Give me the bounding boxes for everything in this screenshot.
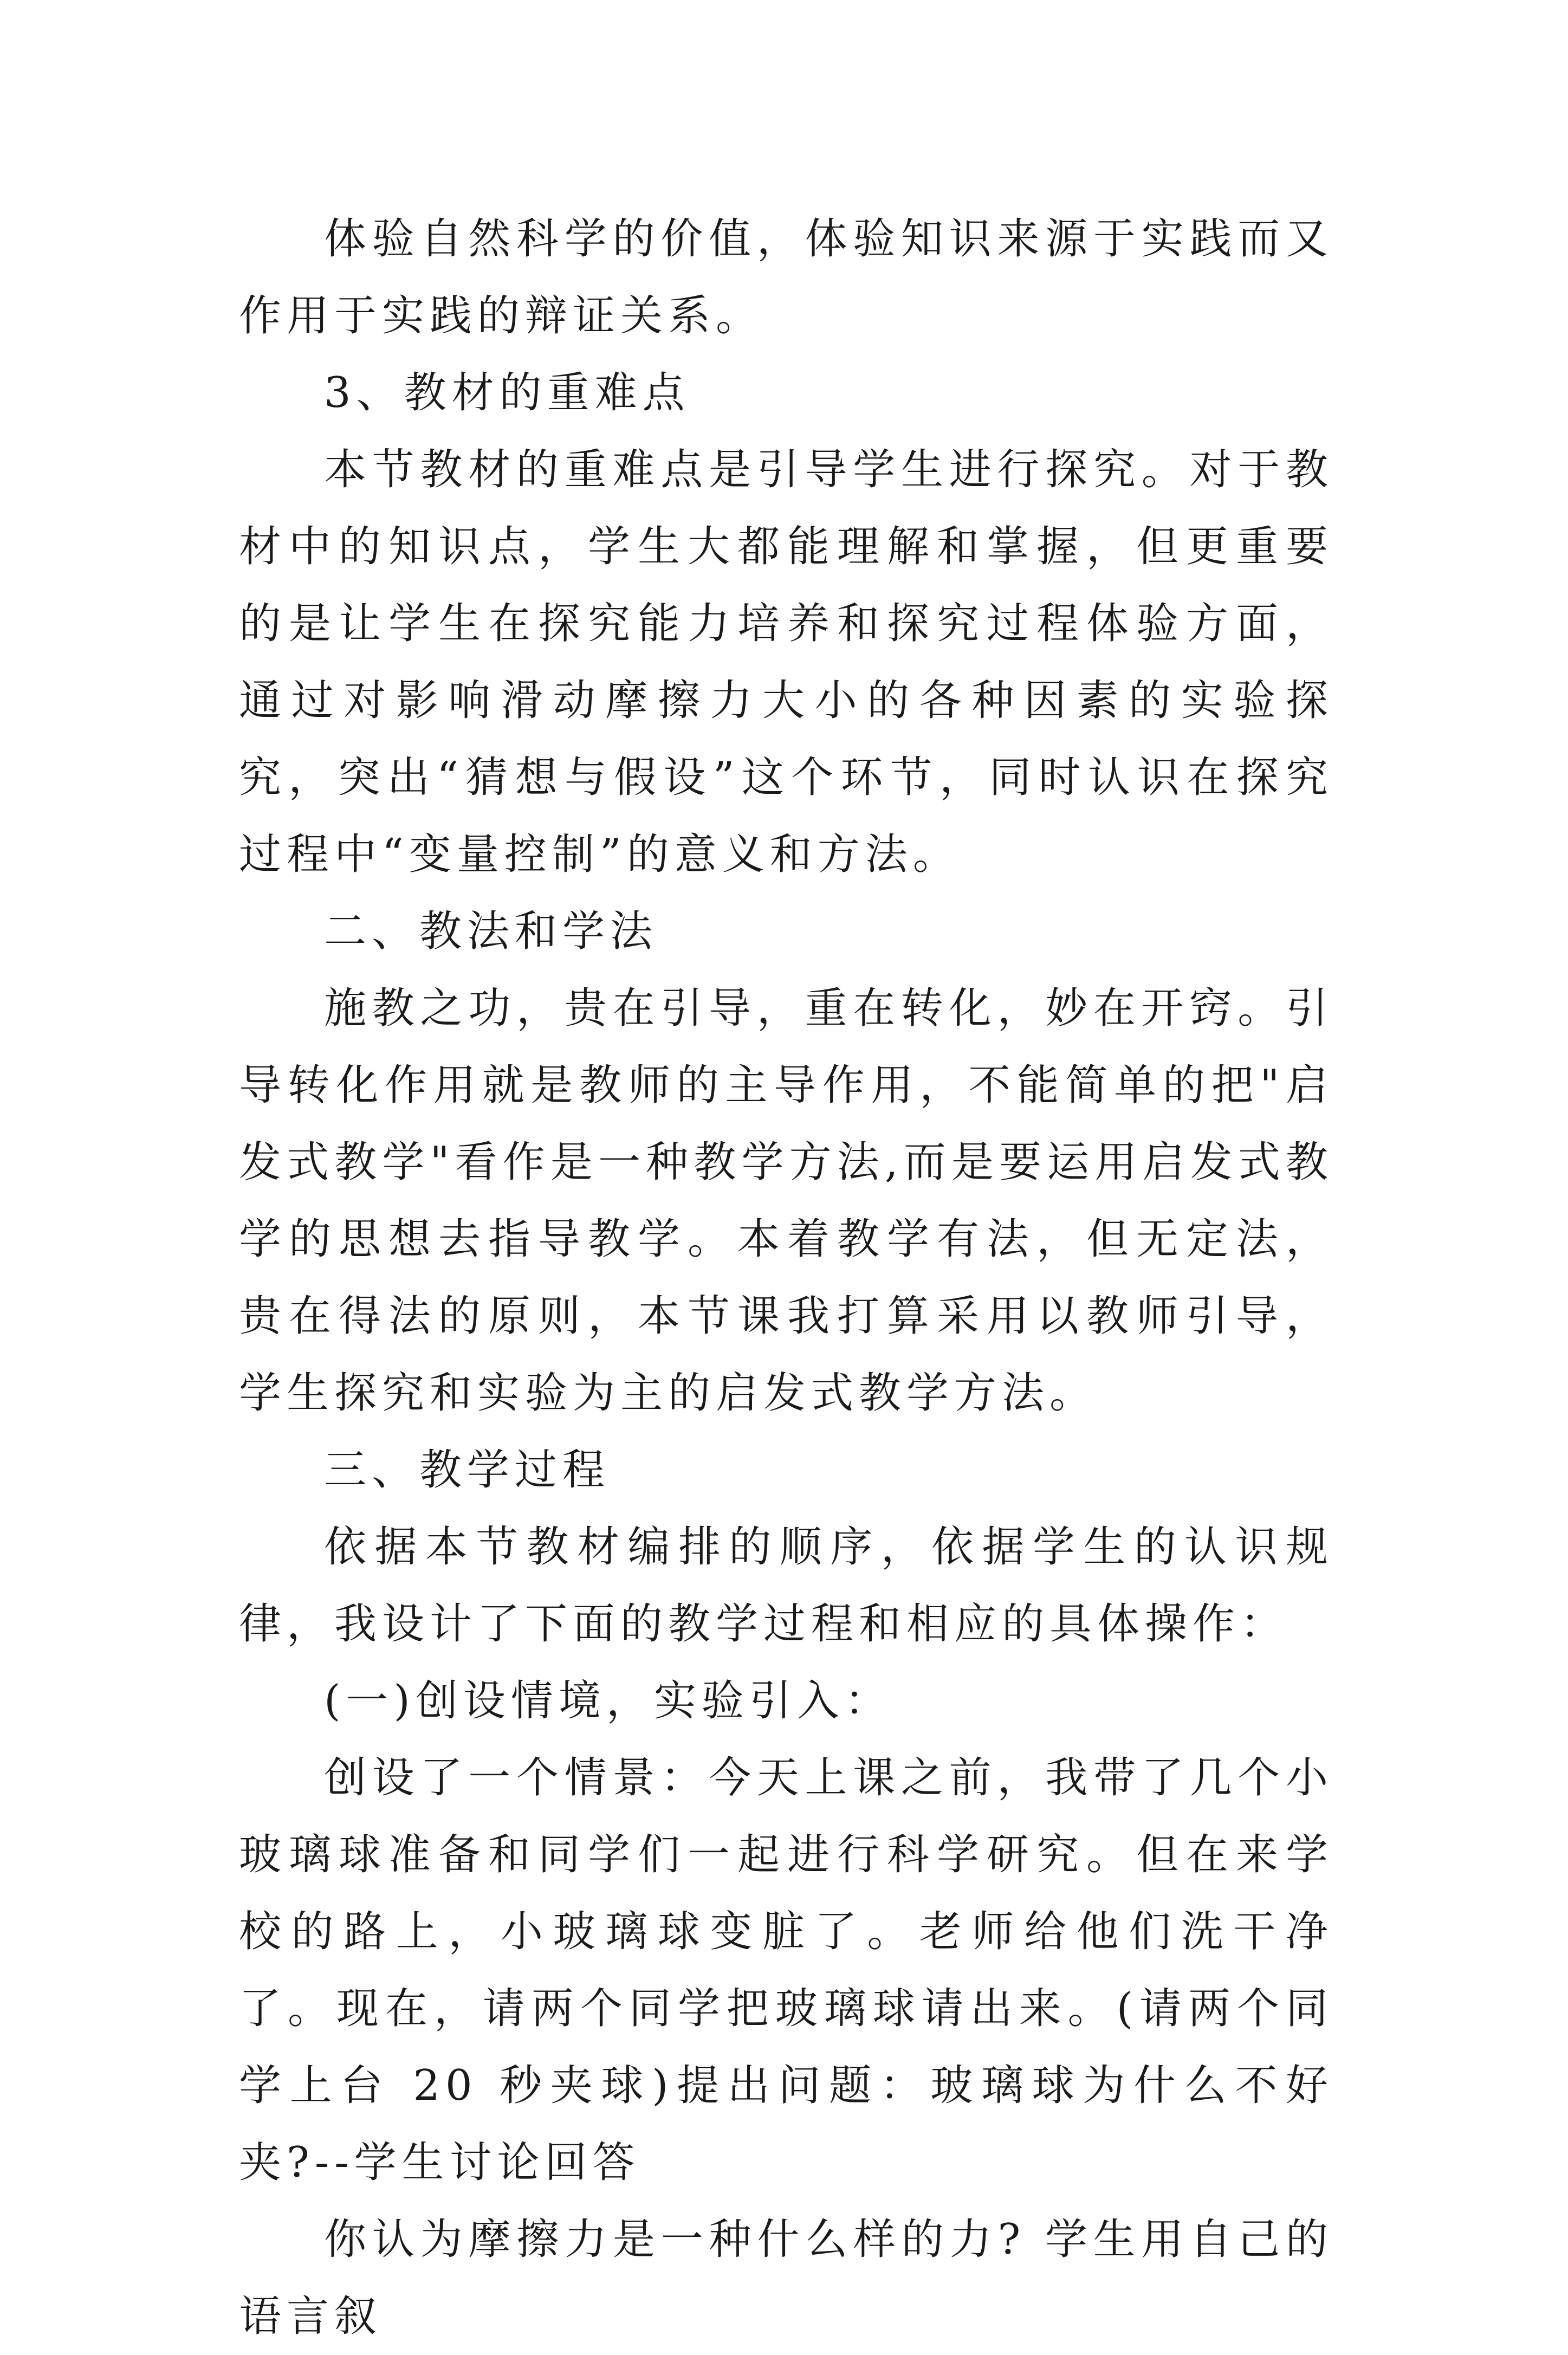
paragraph-friction-question: 你认为摩擦力是一种什么样的力? 学生用自己的语言叙 bbox=[239, 2215, 1333, 2341]
paragraph-teaching-process-intro: 依据本节教材编排的顺序，依据学生的认识规律，我设计了下面的教学过程和相应的具体操作： bbox=[239, 1523, 1333, 1648]
paragraph-teaching-methods: 施教之功，贵在引导，重在转化，妙在开窍。引导转化作用就是教师的主导作用，不能简单的把"启发式教学"看作是一种教学方法,而是要运用启发式教学的思想去指导教学。本着教学有法，但无定法，贵在得法的原则，本节课我打算采用以教师引导，学生探究和实验为主的启发式教学方法。 bbox=[239, 984, 1333, 1418]
paragraph-nature-science-value: 体验自然科学的价值，体验知识来源于实践而又作用于实践的辩证关系。 bbox=[239, 215, 1333, 340]
section-heading-teaching-methods: 二、教法和学法 bbox=[324, 907, 658, 956]
paragraph-key-points: 本节教材的重难点是引导学生进行探究。对于教材中的知识点，学生大都能理解和掌握，但更重要的是让学生在探究能力培养和探究过程体验方面，通过对影响滑动摩擦力大小的各种因素的实验探究，突出“猜想与假设”这个环节，同时认识在探究过程中“变量控制”的意义和方法。 bbox=[239, 445, 1333, 879]
subsection-heading-scenario: (一)创设情境，实验引入： bbox=[324, 1677, 892, 1725]
paragraph-scenario: 创设了一个情景：今天上课之前，我带了几个小玻璃球准备和同学们一起进行科学研究。但在来学校的路上，小玻璃球变脏了。老师给他们洗干净了。现在，请两个同学把玻璃球请出来。(请两个同学上台 20 秒夹球)提出问题：玻璃球为什么不好夹?--学生讨论回答 bbox=[239, 1754, 1333, 2187]
document-body bbox=[239, 200, 1333, 2355]
section-heading-key-points: 3、教材的重难点 bbox=[324, 368, 690, 417]
section-heading-teaching-process: 三、教学过程 bbox=[324, 1446, 611, 1494]
